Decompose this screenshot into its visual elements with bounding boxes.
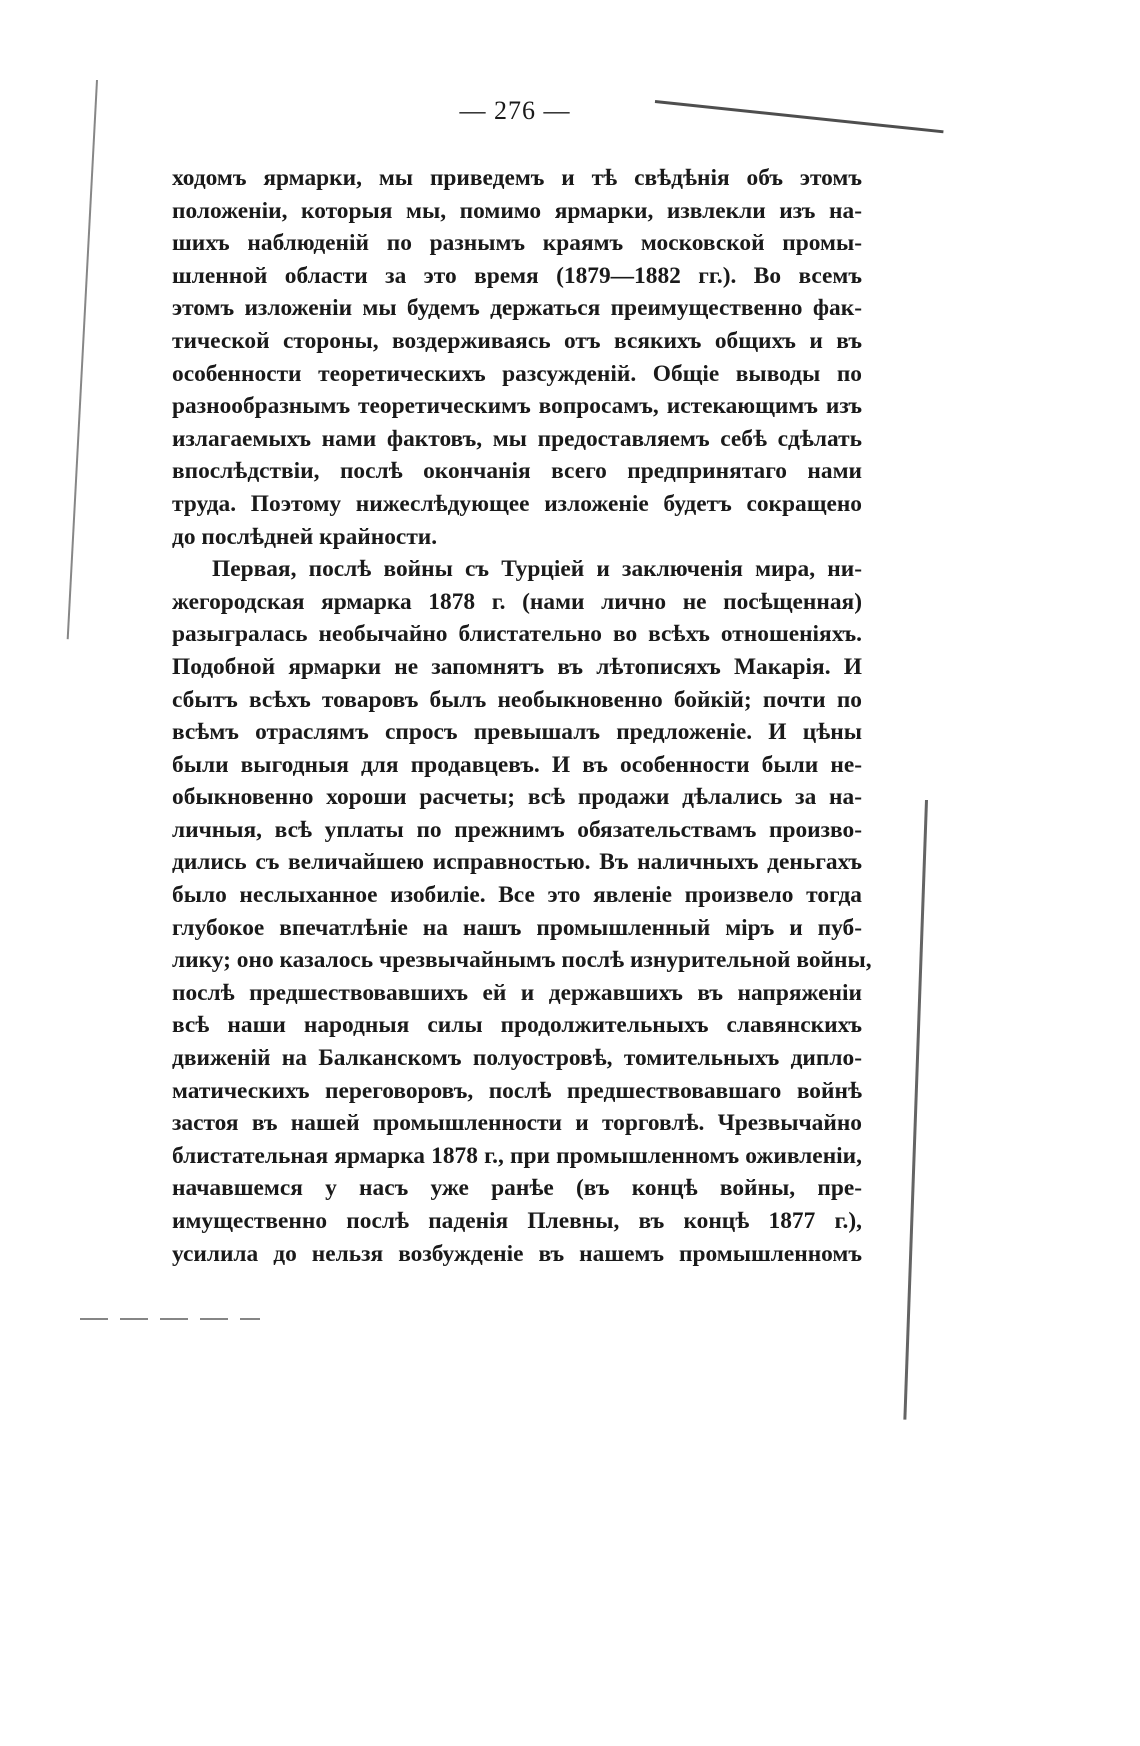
text-line: лику; оно казалось чрезвычайнымъ послѣ изнурительной войны, (172, 947, 872, 974)
text-line: разнообразнымъ теоретическимъ вопросамъ, истекающимъ изъ (172, 393, 862, 420)
text-line: шленной области за это время (1879—1882 гг.). Во всемъ (172, 262, 862, 289)
paragraph-2 (172, 553, 872, 1270)
text-line: шихъ наблюденій по разнымъ краямъ московской промы- (172, 230, 862, 257)
text-line: личныя, всѣ уплаты по прежнимъ обязательствамъ произво- (172, 816, 862, 843)
text-line: Подобной ярмарки не запомнятъ въ лѣтописяхъ Макарія. И (172, 653, 862, 680)
text-line: начавшемся у насъ уже ранѣе (въ концѣ войны, пре- (172, 1175, 862, 1202)
text-line: этомъ изложеніи мы будемъ держаться преимущественно фак- (172, 295, 862, 322)
text-line: положеніи, которыя мы, помимо ярмарки, извлекли изъ на- (172, 197, 862, 224)
body-text (172, 162, 872, 1270)
text-line: излагаемыхъ нами фактовъ, мы предоставляемъ себѣ сдѣлать (172, 425, 862, 452)
text-line: тической стороны, воздерживаясь отъ всякихъ общихъ и въ (172, 327, 862, 354)
text-line: имущественно послѣ паденія Плевны, въ концѣ 1877 г.), (172, 1208, 862, 1234)
text-line: особенности теоретическихъ разсужденій. Общіе выводы по (172, 360, 862, 387)
paragraph-1 (172, 162, 862, 553)
text-line: труда. Поэтому нижеслѣдующее изложеніе будетъ сокращено (172, 490, 862, 517)
scan-edge-line (67, 80, 98, 639)
text-line: ходомъ ярмарки, мы приведемъ и тѣ свѣдѣнія объ этомъ (172, 165, 862, 191)
text-line: впослѣдствіи, послѣ окончанія всего предпринятаго нами (172, 458, 862, 485)
text-line: усилила до нельзя возбужденіе въ нашемъ промышленномъ (172, 1240, 862, 1267)
text-line: было неслыханное изобиліе. Все это явленіе произвело тогда (172, 882, 862, 909)
text-line: послѣ предшествовавшихъ ей и державшихъ въ напряженіи (172, 979, 862, 1006)
scan-edge-line (80, 1318, 260, 1320)
text-line: до послѣдней крайности. (172, 523, 438, 550)
scan-edge-line (655, 100, 944, 133)
text-line: разыгралась необычайно блистательно во всѣхъ отношеніяхъ. (172, 621, 862, 648)
text-line: всѣ наши народныя силы продолжительныхъ славянскихъ (172, 1012, 862, 1039)
text-line: жегородская ярмарка 1878 г. (нами лично не посѣщенная) (172, 588, 862, 615)
text-line: дились съ величайшею исправностью. Въ наличныхъ деньгахъ (172, 849, 862, 876)
text-line: были выгодныя для продавцевъ. И въ особенности были не- (172, 751, 862, 778)
text-line: Первая, послѣ войны съ Турціей и заключенія мира, ни- (212, 556, 862, 583)
scan-edge-line (903, 800, 928, 1420)
text-line: обыкновенно хороши расчеты; всѣ продажи дѣлались за на- (172, 784, 862, 811)
text-line: всѣмъ отраслямъ спросъ превышалъ предложеніе. И цѣны (172, 719, 862, 746)
text-line: глубокое впечатлѣніе на нашъ промышленный міръ и пуб- (172, 914, 862, 941)
page-number: — 276 — (459, 96, 571, 125)
text-line: матическихъ переговоровъ, послѣ предшествовавшаго войнѣ (172, 1077, 862, 1104)
text-line: блистательная ярмарка 1878 г., при промышленномъ оживленіи, (172, 1142, 862, 1169)
text-line: сбытъ всѣхъ товаровъ былъ необыкновенно бойкій; почти по (172, 686, 862, 713)
text-line: застоя въ нашей промышленности и торговлѣ. Чрезвычайно (172, 1110, 862, 1137)
text-line: движеній на Балканскомъ полуостровѣ, томительныхъ дипло- (172, 1045, 862, 1072)
